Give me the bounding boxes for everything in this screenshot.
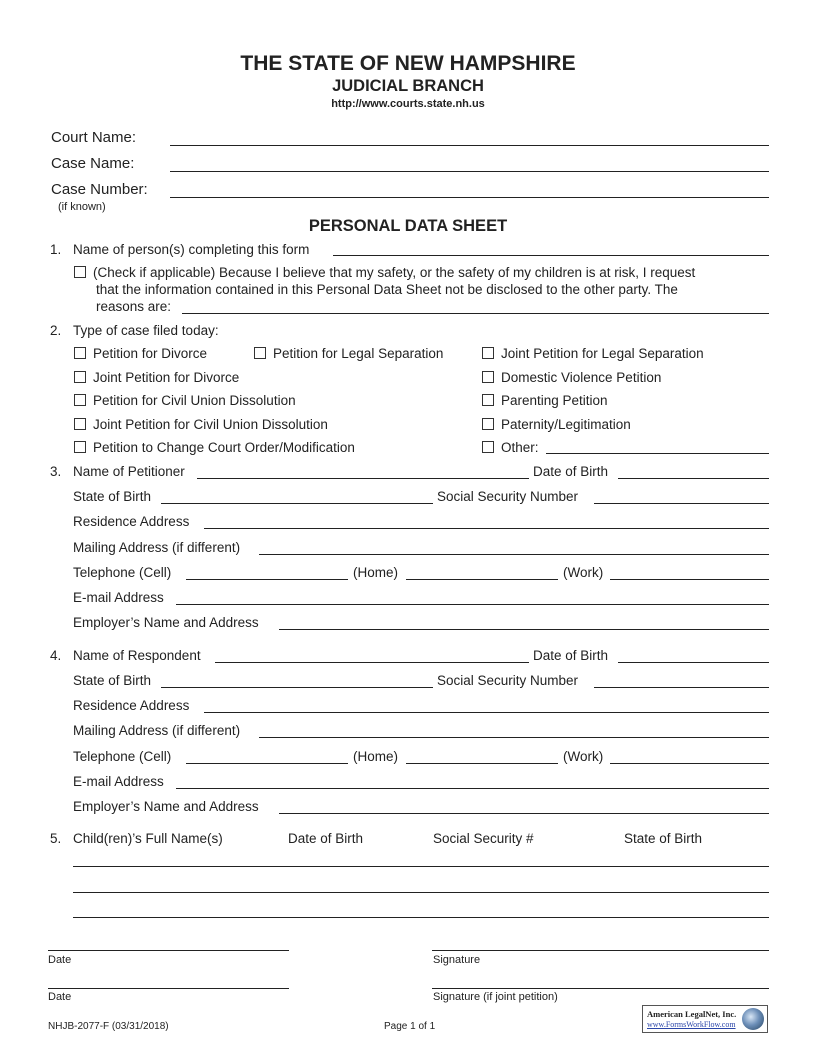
petitioner-dob-field[interactable] bbox=[618, 478, 769, 479]
domestic-violence-checkbox[interactable] bbox=[482, 371, 494, 383]
court-url: http://www.courts.state.nh.us bbox=[331, 98, 485, 110]
respondent-residence-label: Residence Address bbox=[73, 698, 190, 713]
children-dob-header: Date of Birth bbox=[288, 831, 364, 846]
confidential-text-line2: that the information contained in this Personal Data Sheet not be disclosed to the other party. The bbox=[96, 282, 678, 297]
respondent-ssn-label: Social Security Number bbox=[437, 673, 579, 688]
petitioner-cell-field[interactable] bbox=[186, 579, 348, 580]
petition-divorce-label: Petition for Divorce bbox=[93, 346, 208, 361]
petitioner-ssn-label: Social Security Number bbox=[437, 489, 579, 504]
petitioner-work-label: (Work) bbox=[563, 565, 604, 580]
civil-union-dissolution-label: Petition for Civil Union Dissolution bbox=[93, 393, 296, 408]
court-name-label: Court Name: bbox=[51, 129, 137, 146]
respondent-dob-field[interactable] bbox=[618, 662, 769, 663]
petitioner-state-field[interactable] bbox=[161, 503, 433, 504]
confidential-text-line3: reasons are: bbox=[96, 299, 172, 314]
section-2-number: 2. bbox=[50, 323, 62, 338]
joint-civil-union-checkbox[interactable] bbox=[74, 418, 86, 430]
confidential-text-line1: (Check if applicable) Because I believe that my safety, or the safety of my children is at risk, I request bbox=[93, 265, 696, 280]
petitioner-mailing-label: Mailing Address (if different) bbox=[73, 540, 241, 555]
civil-union-dissolution-checkbox[interactable] bbox=[74, 394, 86, 406]
signature-1-field[interactable] bbox=[432, 950, 769, 951]
case-name-label: Case Name: bbox=[51, 155, 135, 172]
court-name-field[interactable] bbox=[170, 145, 769, 146]
respondent-state-label: State of Birth bbox=[73, 673, 152, 688]
respondent-name-label: Name of Respondent bbox=[73, 648, 201, 663]
signature-2-field[interactable] bbox=[432, 988, 769, 989]
globe-icon bbox=[742, 1008, 764, 1030]
petitioner-home-label: (Home) bbox=[353, 565, 399, 580]
section-5-number: 5. bbox=[50, 831, 62, 846]
petitioner-residence-field[interactable] bbox=[204, 528, 769, 529]
petitioner-name-field[interactable] bbox=[197, 478, 529, 479]
respondent-home-field[interactable] bbox=[406, 763, 558, 764]
children-row-1[interactable] bbox=[73, 866, 769, 867]
completer-name-field[interactable] bbox=[333, 255, 769, 256]
confidential-reasons-field[interactable] bbox=[182, 313, 769, 314]
joint-legal-separation-label: Joint Petition for Legal Separation bbox=[501, 346, 704, 361]
respondent-mailing-field[interactable] bbox=[259, 737, 769, 738]
paternity-checkbox[interactable] bbox=[482, 418, 494, 430]
other-field[interactable] bbox=[546, 453, 769, 454]
date-2-label: Date bbox=[48, 991, 72, 1003]
completer-name-label: Name of person(s) completing this form bbox=[73, 242, 310, 257]
joint-legal-separation-checkbox[interactable] bbox=[482, 347, 494, 359]
children-name-header: Child(ren)’s Full Name(s) bbox=[73, 831, 223, 846]
respondent-employer-field[interactable] bbox=[279, 813, 769, 814]
petitioner-employer-field[interactable] bbox=[279, 629, 769, 630]
respondent-home-label: (Home) bbox=[353, 749, 399, 764]
form-title: PERSONAL DATA SHEET bbox=[308, 217, 508, 235]
date-2-field[interactable] bbox=[48, 988, 289, 989]
other-label: Other: bbox=[501, 440, 539, 455]
case-number-label: Case Number: bbox=[51, 181, 148, 198]
joint-divorce-label: Joint Petition for Divorce bbox=[93, 370, 240, 385]
parenting-petition-label: Parenting Petition bbox=[501, 393, 608, 408]
legal-separation-label: Petition for Legal Separation bbox=[273, 346, 444, 361]
children-row-2[interactable] bbox=[73, 892, 769, 893]
petitioner-residence-label: Residence Address bbox=[73, 514, 190, 529]
state-title: THE STATE OF NEW HAMPSHIRE bbox=[240, 52, 576, 75]
date-1-label: Date bbox=[48, 954, 72, 966]
petitioner-name-label: Name of Petitioner bbox=[73, 464, 185, 479]
petitioner-email-label: E-mail Address bbox=[73, 590, 164, 605]
domestic-violence-label: Domestic Violence Petition bbox=[501, 370, 662, 385]
petitioner-dob-label: Date of Birth bbox=[533, 464, 609, 479]
children-ssn-header: Social Security # bbox=[433, 831, 534, 846]
paternity-label: Paternity/Legitimation bbox=[501, 417, 631, 432]
signature-1-label: Signature bbox=[433, 954, 481, 966]
respondent-cell-field[interactable] bbox=[186, 763, 348, 764]
children-state-header: State of Birth bbox=[624, 831, 703, 846]
petitioner-email-field[interactable] bbox=[176, 604, 769, 605]
logo-url[interactable]: www.FormsWorkFlow.com bbox=[647, 1020, 736, 1029]
petition-divorce-checkbox[interactable] bbox=[74, 347, 86, 359]
respondent-ssn-field[interactable] bbox=[594, 687, 769, 688]
respondent-employer-label: Employer’s Name and Address bbox=[73, 799, 259, 814]
joint-civil-union-label: Joint Petition for Civil Union Dissolution bbox=[93, 417, 328, 432]
respondent-work-field[interactable] bbox=[610, 763, 769, 764]
form-id: NHJB-2077-F (03/31/2018) bbox=[48, 1021, 169, 1032]
petitioner-employer-label: Employer’s Name and Address bbox=[73, 615, 259, 630]
case-name-field[interactable] bbox=[170, 171, 769, 172]
section-3-number: 3. bbox=[50, 464, 62, 479]
case-type-label: Type of case filed today: bbox=[73, 323, 219, 338]
change-court-order-label: Petition to Change Court Order/Modification bbox=[93, 440, 355, 455]
american-legalnet-logo bbox=[642, 1005, 768, 1033]
confidential-checkbox[interactable] bbox=[74, 266, 86, 278]
signature-2-label: Signature (if joint petition) bbox=[433, 991, 558, 1003]
legal-separation-checkbox[interactable] bbox=[254, 347, 266, 359]
other-checkbox[interactable] bbox=[482, 441, 494, 453]
petitioner-work-field[interactable] bbox=[610, 579, 769, 580]
petitioner-cell-label: Telephone (Cell) bbox=[73, 565, 172, 580]
respondent-work-label: (Work) bbox=[563, 749, 604, 764]
petitioner-mailing-field[interactable] bbox=[259, 554, 769, 555]
section-1-number: 1. bbox=[50, 242, 62, 257]
parenting-petition-checkbox[interactable] bbox=[482, 394, 494, 406]
petitioner-state-label: State of Birth bbox=[73, 489, 152, 504]
petitioner-ssn-field[interactable] bbox=[594, 503, 769, 504]
respondent-mailing-label: Mailing Address (if different) bbox=[73, 723, 241, 738]
page-number: Page 1 of 1 bbox=[384, 1021, 436, 1032]
joint-divorce-checkbox[interactable] bbox=[74, 371, 86, 383]
branch-title: JUDICIAL BRANCH bbox=[332, 77, 484, 95]
logo-company: American LegalNet, Inc. bbox=[647, 1009, 737, 1019]
case-number-field[interactable] bbox=[170, 197, 769, 198]
respondent-name-field[interactable] bbox=[215, 662, 529, 663]
children-row-3[interactable] bbox=[73, 917, 769, 918]
if-known-note: (if known) bbox=[58, 201, 106, 213]
respondent-dob-label: Date of Birth bbox=[533, 648, 609, 663]
respondent-residence-field[interactable] bbox=[204, 712, 769, 713]
respondent-cell-label: Telephone (Cell) bbox=[73, 749, 172, 764]
section-4-number: 4. bbox=[50, 648, 62, 663]
respondent-email-label: E-mail Address bbox=[73, 774, 164, 789]
petitioner-home-field[interactable] bbox=[406, 579, 558, 580]
change-court-order-checkbox[interactable] bbox=[74, 441, 86, 453]
respondent-state-field[interactable] bbox=[161, 687, 433, 688]
respondent-email-field[interactable] bbox=[176, 788, 769, 789]
date-1-field[interactable] bbox=[48, 950, 289, 951]
